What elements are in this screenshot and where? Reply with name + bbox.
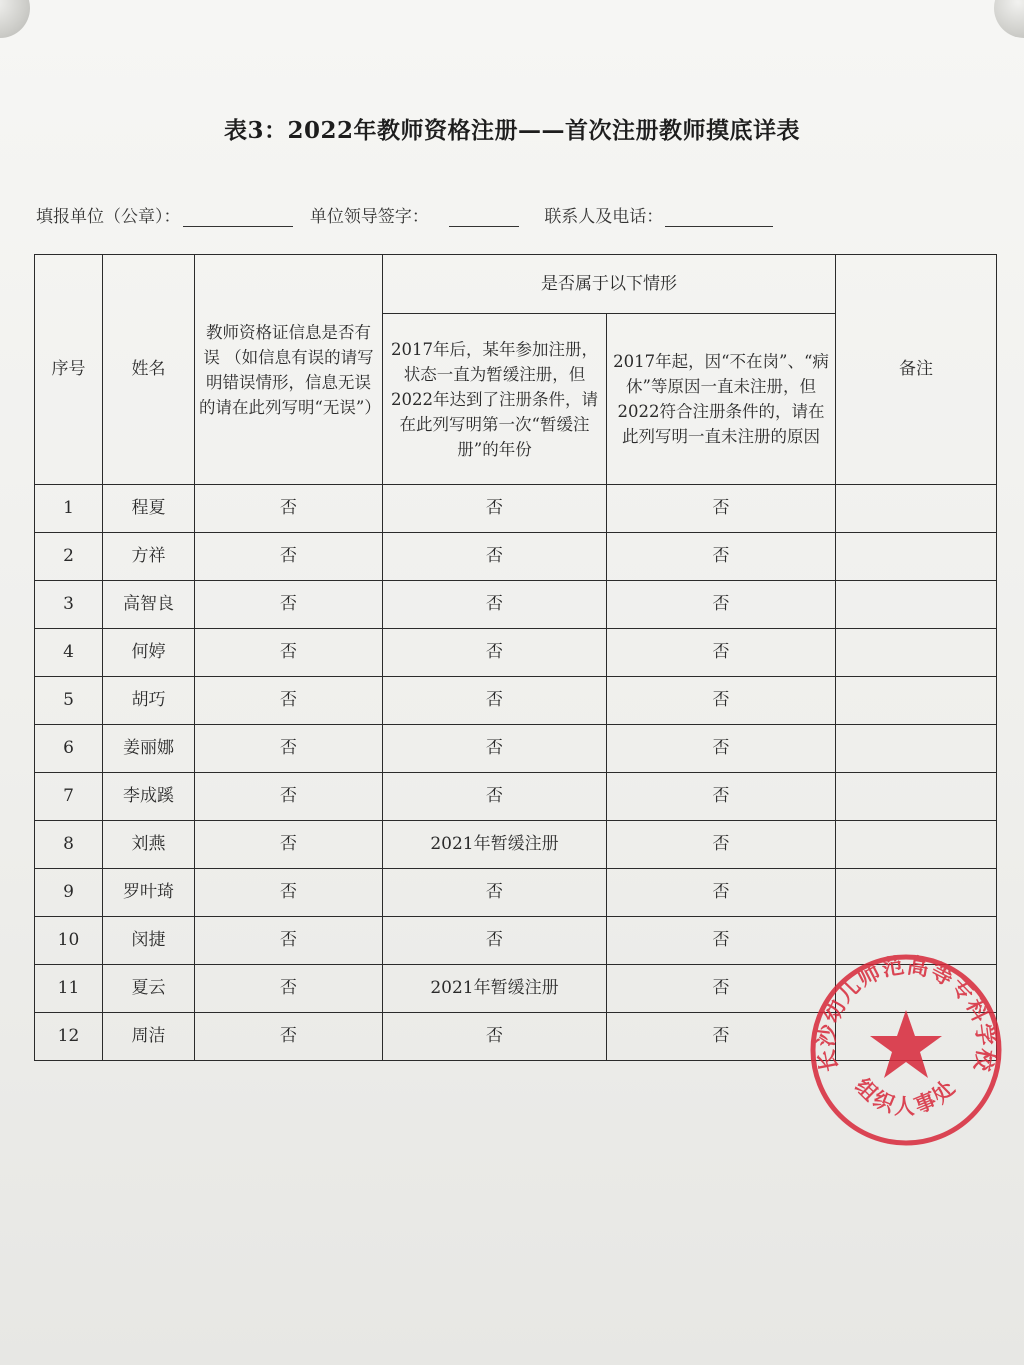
cell-remark — [836, 869, 997, 917]
cell-unregistered: 否 — [607, 869, 836, 917]
svg-text:长沙幼儿师范高等专科学校: 长沙幼儿师范高等专科学校 — [814, 953, 998, 1074]
cell-name: 周洁 — [103, 1013, 195, 1061]
cell-name: 高智良 — [103, 581, 195, 629]
cell-name: 李成蹊 — [103, 773, 195, 821]
cell-seq: 8 — [35, 821, 103, 869]
cell-seq: 10 — [35, 917, 103, 965]
table-row — [35, 485, 997, 533]
official-seal — [806, 950, 1006, 1150]
cell-seq: 5 — [35, 677, 103, 725]
svg-text:组织人事处: 组织人事处 — [850, 1073, 962, 1119]
cell-deferred: 否 — [383, 629, 607, 677]
cell-unregistered: 否 — [607, 1013, 836, 1061]
cell-cert-info: 否 — [195, 917, 383, 965]
cell-cert-info: 否 — [195, 533, 383, 581]
cell-seq: 11 — [35, 965, 103, 1013]
cell-seq: 12 — [35, 1013, 103, 1061]
cell-deferred: 否 — [383, 773, 607, 821]
cell-seq: 3 — [35, 581, 103, 629]
table-row — [35, 869, 997, 917]
table-row — [35, 629, 997, 677]
cell-remark — [836, 725, 997, 773]
cell-name: 何婷 — [103, 629, 195, 677]
cell-unregistered: 否 — [607, 677, 836, 725]
cell-remark — [836, 677, 997, 725]
fill-unit-label: 填报单位（公章）： — [36, 207, 181, 227]
cell-name: 胡巧 — [103, 677, 195, 725]
cell-name: 夏云 — [103, 965, 195, 1013]
cell-remark — [836, 773, 997, 821]
form-meta-line — [36, 202, 996, 227]
cell-cert-info: 否 — [195, 821, 383, 869]
header-remarks: 备注 — [836, 255, 997, 485]
table-row — [35, 821, 997, 869]
cell-name: 闵捷 — [103, 917, 195, 965]
teacher-registration-table — [34, 254, 997, 1061]
cell-deferred: 否 — [383, 1013, 607, 1061]
header-seq: 序号 — [35, 255, 103, 485]
table-row — [35, 677, 997, 725]
contact-blank[interactable] — [665, 208, 773, 227]
cell-cert-info: 否 — [195, 725, 383, 773]
cell-name: 方祥 — [103, 533, 195, 581]
header-situation-group: 是否属于以下情形 — [383, 255, 836, 314]
cell-name: 罗叶琦 — [103, 869, 195, 917]
cell-unregistered: 否 — [607, 725, 836, 773]
cell-cert-info: 否 — [195, 965, 383, 1013]
cell-cert-info: 否 — [195, 869, 383, 917]
cell-unregistered: 否 — [607, 821, 836, 869]
table-row — [35, 725, 997, 773]
cell-unregistered: 否 — [607, 581, 836, 629]
cell-unregistered: 否 — [607, 773, 836, 821]
cell-deferred: 否 — [383, 581, 607, 629]
leader-sign-blank[interactable] — [449, 208, 519, 227]
cell-unregistered: 否 — [607, 485, 836, 533]
cell-name: 刘燕 — [103, 821, 195, 869]
cell-seq: 4 — [35, 629, 103, 677]
cell-name: 姜丽娜 — [103, 725, 195, 773]
cell-seq: 2 — [35, 533, 103, 581]
cell-cert-info: 否 — [195, 581, 383, 629]
header-deferred: 2017年后，某年参加注册，状态一直为暂缓注册，但2022年达到了注册条件，请在此列写明第一次“暂缓注册”的年份 — [383, 314, 607, 485]
table-row — [35, 581, 997, 629]
cell-remark — [836, 629, 997, 677]
cell-remark — [836, 581, 997, 629]
cell-deferred: 否 — [383, 869, 607, 917]
cell-seq: 6 — [35, 725, 103, 773]
cell-name: 程夏 — [103, 485, 195, 533]
cell-deferred: 否 — [383, 485, 607, 533]
cell-unregistered: 否 — [607, 533, 836, 581]
cell-cert-info: 否 — [195, 629, 383, 677]
cell-deferred: 否 — [383, 677, 607, 725]
cell-cert-info: 否 — [195, 485, 383, 533]
cell-unregistered: 否 — [607, 917, 836, 965]
header-unregistered: 2017年起，因“不在岗”、“病休”等原因一直未注册，但2022符合注册条件的，请在此列写明一直未注册的原因 — [607, 314, 836, 485]
cell-seq: 7 — [35, 773, 103, 821]
cell-cert-info: 否 — [195, 773, 383, 821]
cell-remark — [836, 485, 997, 533]
cell-deferred: 2021年暂缓注册 — [383, 821, 607, 869]
cell-seq: 9 — [35, 869, 103, 917]
cell-remark — [836, 821, 997, 869]
table-row — [35, 533, 997, 581]
document-title: 表3：2022年教师资格注册——首次注册教师摸底详表 — [223, 117, 801, 144]
header-cert-info: 教师资格证信息是否有误 （如信息有误的请写明错误情形，信息无误的请在此列写明“无误”） — [195, 255, 383, 485]
cell-unregistered: 否 — [607, 965, 836, 1013]
cell-seq: 1 — [35, 485, 103, 533]
cell-deferred: 2021年暂缓注册 — [383, 965, 607, 1013]
cell-unregistered: 否 — [607, 629, 836, 677]
cell-cert-info: 否 — [195, 677, 383, 725]
cell-deferred: 否 — [383, 725, 607, 773]
table-row — [35, 773, 997, 821]
fill-unit-blank[interactable] — [183, 208, 293, 227]
cell-remark — [836, 533, 997, 581]
contact-label: 联系人及电话： — [544, 207, 664, 227]
cell-cert-info: 否 — [195, 1013, 383, 1061]
leader-sign-label: 单位领导签字： — [309, 207, 429, 227]
cell-deferred: 否 — [383, 917, 607, 965]
header-name: 姓名 — [103, 255, 195, 485]
cell-deferred: 否 — [383, 533, 607, 581]
